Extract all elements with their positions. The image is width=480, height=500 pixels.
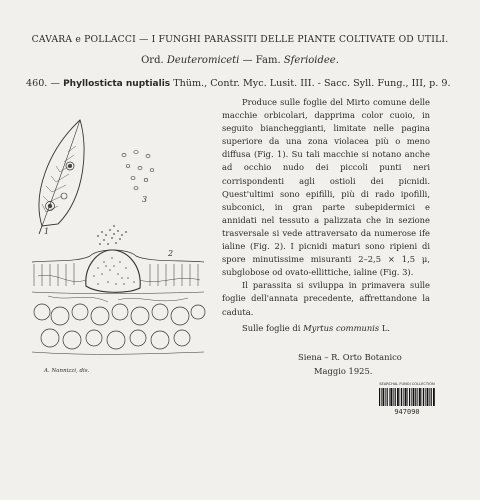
description-paragraph: Produce sulle foglie del Mirto comune delle macchie orbicolari, dapprima color cuoio, in seguito biancheggianti, limitate nelle pagina superiore da una zona violacea più o meno diffusa (Fig. 1). Su tali macchie si notano anche ad occhio nudo dei piccoli punti neri corrispondenti agli ostioli dei picnidi. Quest'ultimi sono epifilli, più di rado ipofilli, subconici, in gran parte subepidermici e annidati nel tessuto a palizzata che in sezione trasversale si vede attraversato da numerose ife ialine (Fig. 2). I picnidi maturi sono ripieni di spore minutissime misuranti 2–2,5 × 1,5 μ, subglobose od ovato-ellittiche, ialine (Fig. 3). (222, 97, 430, 278)
order-name: Deuteromiceti (166, 55, 240, 66)
species-name: Phyllosticta nuptialis (63, 79, 171, 89)
family-name: Sferioidee. (283, 55, 339, 66)
barcode-label: SEARCHAL FUNGI COLLECTION (379, 382, 435, 386)
species-heading (26, 78, 466, 89)
figure-label-2: 2 (168, 249, 174, 258)
barcode-number: 947090 (394, 408, 420, 416)
family-label: — Fam. (242, 55, 281, 66)
collection-place: Siena – R. Orto Botanico (298, 352, 402, 362)
figure-label-3: 3 (142, 195, 148, 204)
book-header: CAVARA e POLLACCI — I FUNGHI PARASSITI DELLE PIANTE COLTIVATE OD UTILI. (31, 34, 449, 45)
botanical-illustration (28, 116, 214, 372)
figure-label-1: 1 (44, 227, 50, 236)
cross-section-figure (32, 225, 205, 354)
illustrator-credit: A. Nannizzi, dis. (44, 368, 90, 374)
habitat-suffix: L. (381, 323, 391, 333)
species-description (222, 96, 430, 319)
habitat-prefix: Sulle foglie di (242, 323, 301, 333)
specimen-barcode (378, 382, 436, 418)
species-number: 460. — (26, 78, 61, 89)
leaf-figure (39, 120, 84, 234)
spores-figure (122, 151, 154, 190)
barcode-bars (378, 388, 436, 408)
order-prefix: Ord. (141, 55, 164, 66)
description-paragraph: Il parassita si sviluppa in primavera sulle foglie dell'annata precedente, affrettandone la caduta. (222, 280, 430, 317)
host-habitat (242, 323, 390, 333)
species-citation: Thüm., Contr. Myc. Lusit. III. - Sacc. Syll. Fung., III, p. 9. (173, 78, 451, 89)
host-name: Myrtus communis (303, 323, 380, 333)
collection-date: Maggio 1925. (314, 366, 373, 376)
taxonomy-line (0, 55, 480, 66)
